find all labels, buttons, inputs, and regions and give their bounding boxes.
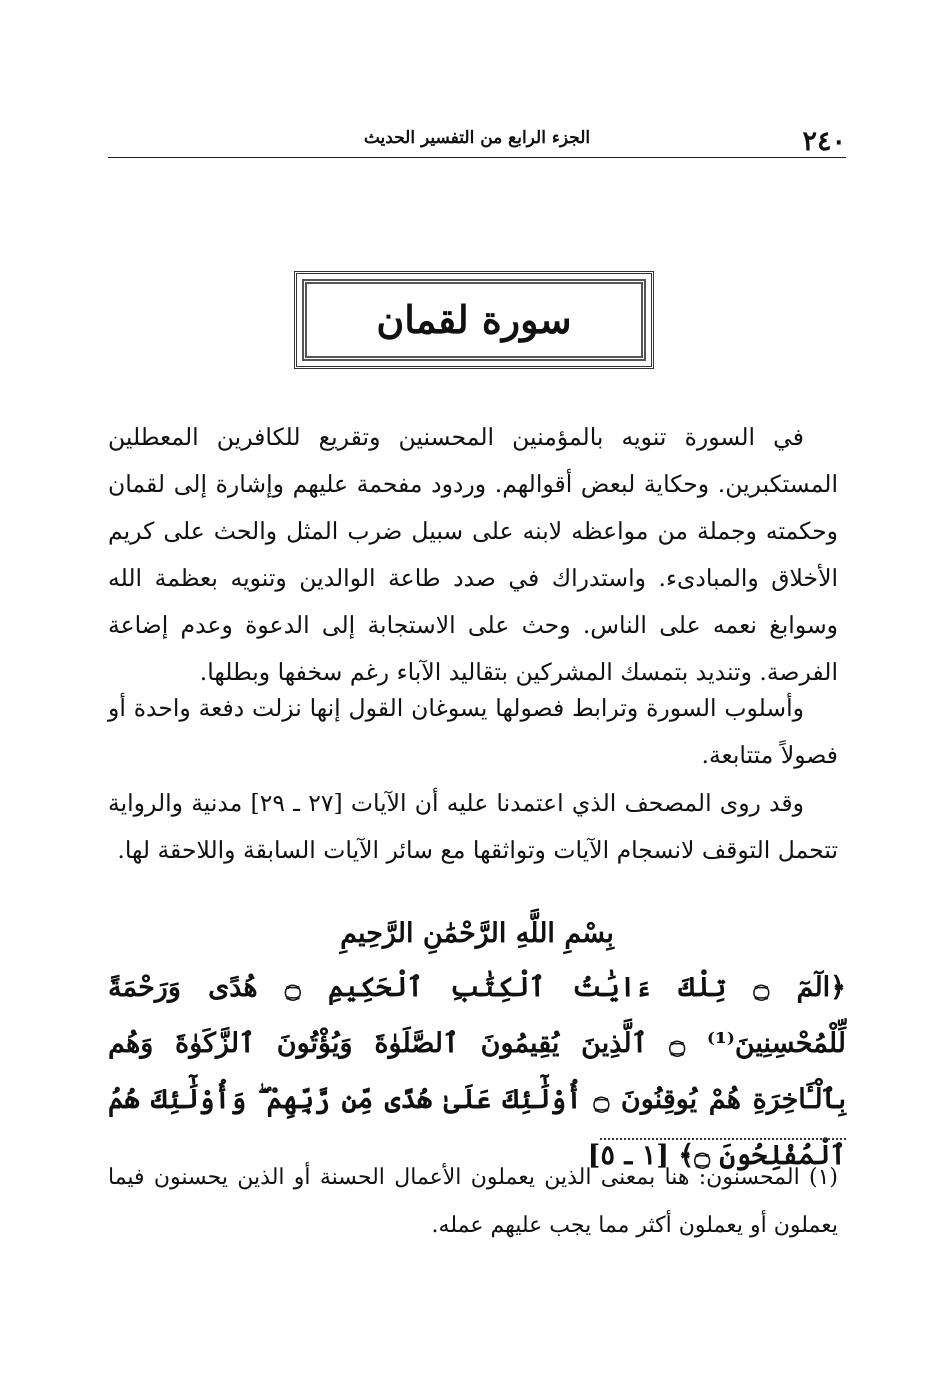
surah-title: سورة لقمان <box>376 297 572 342</box>
page-number: ٢٤٠ <box>802 126 846 157</box>
revelation-paragraph: وقد روى المصحف الذي اعتمدنا عليه أن الآيات [٢٧ ـ ٢٩] مدنية والرواية تتحمل التوقف لانسجام الآيات وتواثقها مع سائر الآيات السابقة واللاحقة لها. <box>108 789 838 864</box>
surah-title-frame <box>294 271 654 369</box>
quran-verses: ﴿الٓمٓ ۝ تِلْكَ ءَايَٰتُ ٱلْكِتَٰبِ ٱلْحَكِيمِ ۝ هُدًى وَرَحْمَةً لِّلْمُحْسِنِينَ⁽¹⁾ ۝ ٱلَّذِينَ يُقِيمُونَ ٱلصَّلَوٰةَ وَيُؤْتُونَ ٱلزَّكَوٰةَ وَهُم بِٱلْـَٔاخِرَةِ هُمْ يُوقِنُونَ ۝ أُوْلَٰٓئِكَ عَلَىٰ هُدًى مِّن رَّبِّهِمْ ۖ وَأُوْلَٰٓئِكَ هُمُ ٱلْمُفْلِحُونَ ۝﴾ [١ ـ ٥] <box>108 972 847 1171</box>
footnote: (١) المحسنون: هنا بمعنى الذين يعملون الأعمال الحسنة أو الذين يحسنون فيما يعملون أو يعملون أكثر مما يجب عليهم عمله. <box>108 1165 838 1238</box>
running-title: الجزء الرابع من التفسير الحديث <box>363 128 591 148</box>
style-paragraph: وأسلوب السورة وترابط فصولها يسوغان القول إنها نزلت دفعة واحدة أو فصولاً متتابعة. <box>108 694 838 769</box>
footnote-separator <box>600 1138 846 1140</box>
page-header <box>108 126 846 157</box>
surah-title-frame-inner <box>302 279 646 361</box>
basmala: بِسْمِ اللَّهِ الرَّحْمَٰنِ الرَّحِيمِ <box>340 918 614 949</box>
header-rule <box>108 157 846 158</box>
intro-paragraph: في السورة تنويه بالمؤمنين المحسنين وتقريع للكافرين المعطلين المستكبرين. وحكاية لبعض أقوالهم. وردود مفحمة عليهم وإشارة إلى لقمان وحكمته وجملة من مواعظه لابنه على سبيل ضرب المثل والحث على كريم الأخلاق والمبادىء. واستدراك في صدد طاعة الوالدين وتنويه بعظمة الله وسوابغ نعمه على الناس. وحث على الاستجابة إلى الدعوة وعدم إضاعة الفرصة. وتنديد بتمسك المشركين بتقاليد الآباء رغم سخفها وبطلها. <box>108 423 838 686</box>
